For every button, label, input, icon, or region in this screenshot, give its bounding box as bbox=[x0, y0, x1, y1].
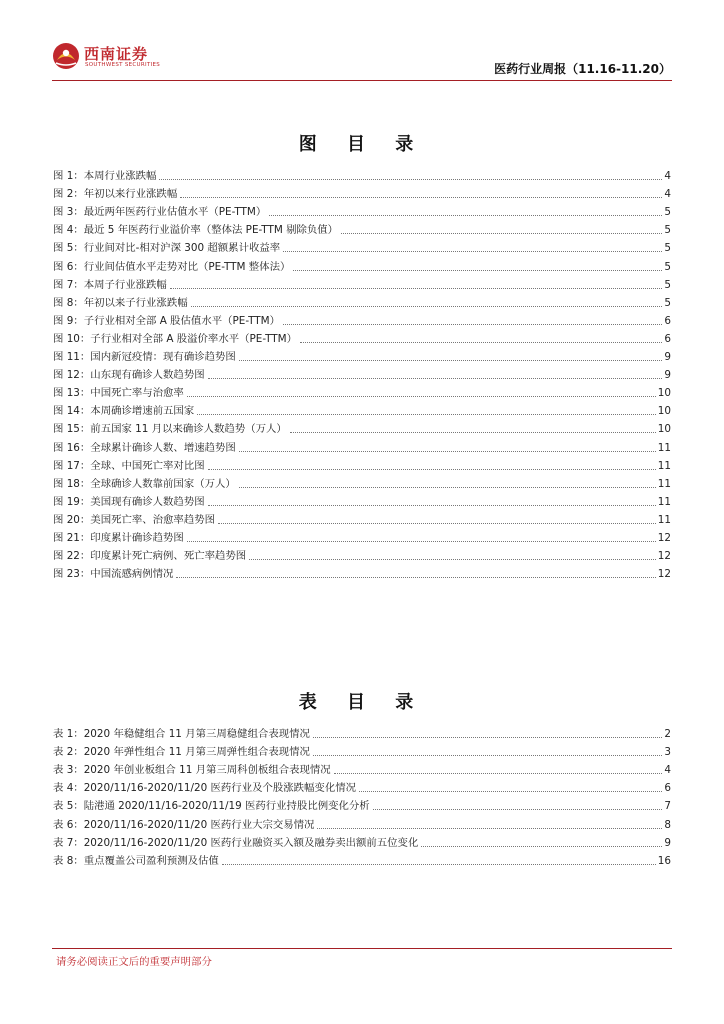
table-index-entry[interactable] bbox=[53, 723, 671, 741]
figure-index-entry-page-number: 11 bbox=[657, 495, 671, 508]
figure-index-entry-label: 图 22：印度累计死亡病例、死亡率趋势图 bbox=[53, 550, 247, 563]
dot-leader bbox=[293, 269, 662, 271]
dot-leader bbox=[208, 504, 656, 506]
table-index-entry-label: 表 8：重点覆盖公司盈利预测及估值 bbox=[53, 854, 219, 867]
table-index-entry[interactable] bbox=[53, 813, 671, 831]
dot-leader bbox=[208, 468, 656, 470]
figure-index-entry-page-number: 10 bbox=[657, 423, 671, 436]
figure-index-entry[interactable] bbox=[53, 310, 671, 328]
dot-leader bbox=[239, 486, 656, 488]
header-divider bbox=[52, 80, 672, 81]
figure-index-entry[interactable] bbox=[53, 491, 671, 509]
figure-index-entry[interactable] bbox=[53, 364, 671, 382]
figure-index-entry-page-number: 12 bbox=[657, 531, 671, 544]
figure-index-entry-page-number: 5 bbox=[664, 260, 671, 273]
figure-index-entry-page-number: 11 bbox=[657, 441, 671, 454]
figure-index-entry[interactable] bbox=[53, 219, 671, 237]
dot-leader bbox=[187, 540, 656, 542]
figure-index-entry-page-number: 5 bbox=[664, 206, 671, 219]
figure-index-entry[interactable] bbox=[53, 563, 671, 581]
table-index-entry-page-number: 3 bbox=[664, 746, 671, 759]
figure-index-entry[interactable] bbox=[53, 255, 671, 273]
figure-index-entry-label: 图 5：行业间对比-相对沪深 300 超额累计收益率 bbox=[53, 242, 281, 255]
figure-index-entry-label: 图 13：中国死亡率与治愈率 bbox=[53, 387, 184, 400]
dot-leader bbox=[341, 232, 662, 234]
figure-index-entry[interactable] bbox=[53, 436, 671, 454]
dot-leader bbox=[191, 305, 663, 307]
figure-index-entry-page-number: 6 bbox=[664, 332, 671, 345]
dot-leader bbox=[283, 250, 662, 252]
figure-index-entry[interactable] bbox=[53, 473, 671, 491]
figure-index-entry[interactable] bbox=[53, 346, 671, 364]
dot-leader bbox=[313, 754, 662, 756]
figure-index-entry[interactable] bbox=[53, 237, 671, 255]
figure-index-entry-page-number: 6 bbox=[664, 314, 671, 327]
figure-index-entry[interactable] bbox=[53, 400, 671, 418]
figure-index-entry[interactable] bbox=[53, 292, 671, 310]
figure-index-entry-page-number: 11 bbox=[657, 513, 671, 526]
figure-index-entry[interactable] bbox=[53, 418, 671, 436]
table-index-entry-label: 表 3：2020 年创业板组合 11 月第三周科创板组合表现情况 bbox=[53, 764, 331, 777]
figure-index-entry-label: 图 20：美国死亡率、治愈率趋势图 bbox=[53, 513, 215, 526]
dot-leader bbox=[283, 323, 662, 325]
logo-emblem-icon bbox=[52, 42, 80, 70]
figure-index-entry-label: 图 16：全球累计确诊人数、增速趋势图 bbox=[53, 441, 236, 454]
table-index-entry-page-number: 2 bbox=[664, 728, 671, 741]
figure-index-entry-label: 图 7：本周子行业涨跌幅 bbox=[53, 278, 167, 291]
table-index-entry[interactable] bbox=[53, 777, 671, 795]
dot-leader bbox=[208, 377, 663, 379]
report-title: 医药行业周报（11.16-11.20） bbox=[494, 62, 671, 76]
dot-leader bbox=[187, 395, 656, 397]
dot-leader bbox=[180, 196, 662, 198]
dot-leader bbox=[197, 413, 656, 415]
table-index-entry-label: 表 4：2020/11/16-2020/11/20 医药行业及个股涨跌幅变化情况 bbox=[53, 782, 356, 795]
table-index-title: 表 目 录 bbox=[298, 692, 426, 713]
table-index-entry[interactable] bbox=[53, 850, 671, 868]
dot-leader bbox=[300, 341, 662, 343]
figure-index-entry-label: 图 4：最近 5 年医药行业溢价率（整体法 PE-TTM 剔除负值） bbox=[53, 224, 339, 237]
figure-index-entry-label: 图 1：本周行业涨跌幅 bbox=[53, 170, 157, 183]
figure-index-entry-page-number: 9 bbox=[664, 369, 671, 382]
dot-leader bbox=[222, 863, 656, 865]
figure-index-entry-label: 图 3：最近两年医药行业估值水平（PE-TTM） bbox=[53, 206, 267, 219]
figure-index-entry-label: 图 12：山东现有确诊人数趋势图 bbox=[53, 369, 205, 382]
figure-index-entry[interactable] bbox=[53, 509, 671, 527]
dot-leader bbox=[170, 287, 663, 289]
figure-index-entry-label: 图 23：中国流感病例情况 bbox=[53, 568, 174, 581]
table-index-entry-page-number: 8 bbox=[664, 818, 671, 831]
figure-index-entry-page-number: 9 bbox=[664, 351, 671, 364]
figure-index-entry-label: 图 14：本周确诊增速前五国家 bbox=[53, 405, 195, 418]
dot-leader bbox=[334, 772, 663, 774]
dot-leader bbox=[317, 827, 662, 829]
table-index-list bbox=[53, 723, 671, 868]
company-logo bbox=[52, 40, 192, 74]
figure-index-entry-page-number: 12 bbox=[657, 550, 671, 563]
dot-leader bbox=[159, 178, 662, 180]
table-index-entry-page-number: 7 bbox=[664, 800, 671, 813]
table-index-entry-label: 表 7：2020/11/16-2020/11/20 医药行业融资买入额及融券卖出额前五位变化 bbox=[53, 836, 419, 849]
table-index-entry-page-number: 9 bbox=[664, 836, 671, 849]
figure-index-title: 图 目 录 bbox=[298, 134, 426, 155]
figure-index-entry-label: 图 8：年初以来子行业涨跌幅 bbox=[53, 296, 188, 309]
figure-index-entry-page-number: 10 bbox=[657, 387, 671, 400]
figure-index-entry[interactable] bbox=[53, 545, 671, 563]
figure-index-entry[interactable] bbox=[53, 183, 671, 201]
table-index-entry-page-number: 4 bbox=[664, 764, 671, 777]
table-index-entry-page-number: 6 bbox=[664, 782, 671, 795]
dot-leader bbox=[290, 431, 656, 433]
table-index-entry-label: 表 1：2020 年稳健组合 11 月第三周稳健组合表现情况 bbox=[53, 728, 310, 741]
figure-index-entry[interactable] bbox=[53, 328, 671, 346]
dot-leader bbox=[239, 359, 663, 361]
logo-english-name: SOUTHWEST SECURITIES bbox=[85, 62, 161, 68]
figure-index-entry-page-number: 11 bbox=[657, 459, 671, 472]
table-index-entry[interactable] bbox=[53, 759, 671, 777]
figure-index-entry-label: 图 2：年初以来行业涨跌幅 bbox=[53, 188, 178, 201]
table-index-entry-label: 表 6：2020/11/16-2020/11/20 医药行业大宗交易情况 bbox=[53, 818, 315, 831]
dot-leader bbox=[218, 522, 656, 524]
figure-index-entry[interactable] bbox=[53, 527, 671, 545]
dot-leader bbox=[239, 450, 656, 452]
figure-index-entry-label: 图 19：美国现有确诊人数趋势图 bbox=[53, 495, 205, 508]
figure-index-entry[interactable] bbox=[53, 455, 671, 473]
dot-leader bbox=[359, 790, 662, 792]
figure-index-entry[interactable] bbox=[53, 201, 671, 219]
dot-leader bbox=[313, 736, 662, 738]
figure-index-list bbox=[53, 165, 671, 581]
dot-leader bbox=[176, 576, 655, 578]
figure-index-entry[interactable] bbox=[53, 274, 671, 292]
table-index-entry[interactable] bbox=[53, 795, 671, 813]
table-index-entry-label: 表 2：2020 年弹性组合 11 月第三周弹性组合表现情况 bbox=[53, 746, 310, 759]
figure-index-entry-label: 图 21：印度累计确诊趋势图 bbox=[53, 531, 184, 544]
dot-leader bbox=[373, 808, 663, 810]
figure-index-entry-page-number: 5 bbox=[664, 278, 671, 291]
figure-index-entry-label: 图 6：行业间估值水平走势对比（PE-TTM 整体法） bbox=[53, 260, 291, 273]
table-index-entry-page-number: 16 bbox=[657, 854, 671, 867]
dot-leader bbox=[421, 845, 662, 847]
logo-chinese-name: 西南证券 bbox=[84, 45, 149, 63]
figure-index-entry-page-number: 4 bbox=[664, 188, 671, 201]
figure-index-entry-label: 图 15：前五国家 11 月以来确诊人数趋势（万人） bbox=[53, 423, 287, 436]
figure-index-entry-page-number: 11 bbox=[657, 477, 671, 490]
figure-index-entry-page-number: 10 bbox=[657, 405, 671, 418]
figure-index-entry-label: 图 11：国内新冠疫情：现有确诊趋势图 bbox=[53, 351, 236, 364]
figure-index-entry-page-number: 5 bbox=[664, 242, 671, 255]
dot-leader bbox=[249, 558, 656, 560]
disclaimer-note: 请务必阅读正文后的重要声明部分 bbox=[56, 956, 212, 968]
figure-index-entry-label: 图 18：全球确诊人数靠前国家（万人） bbox=[53, 477, 236, 490]
figure-index-entry-page-number: 4 bbox=[664, 170, 671, 183]
dot-leader bbox=[269, 214, 662, 216]
figure-index-entry-page-number: 12 bbox=[657, 568, 671, 581]
footer-divider bbox=[52, 948, 672, 949]
figure-index-entry-label: 图 17：全球、中国死亡率对比图 bbox=[53, 459, 205, 472]
table-index-entry[interactable] bbox=[53, 741, 671, 759]
figure-index-entry[interactable] bbox=[53, 165, 671, 183]
figure-index-entry-label: 图 9：子行业相对全部 A 股估值水平（PE-TTM） bbox=[53, 314, 280, 327]
table-index-entry-label: 表 5：陆港通 2020/11/16-2020/11/19 医药行业持股比例变化分析 bbox=[53, 800, 370, 813]
figure-index-entry-page-number: 5 bbox=[664, 224, 671, 237]
figure-index-entry-label: 图 10：子行业相对全部 A 股溢价率水平（PE-TTM） bbox=[53, 332, 297, 345]
figure-index-entry-page-number: 5 bbox=[664, 296, 671, 309]
table-index-entry[interactable] bbox=[53, 832, 671, 850]
figure-index-entry[interactable] bbox=[53, 382, 671, 400]
